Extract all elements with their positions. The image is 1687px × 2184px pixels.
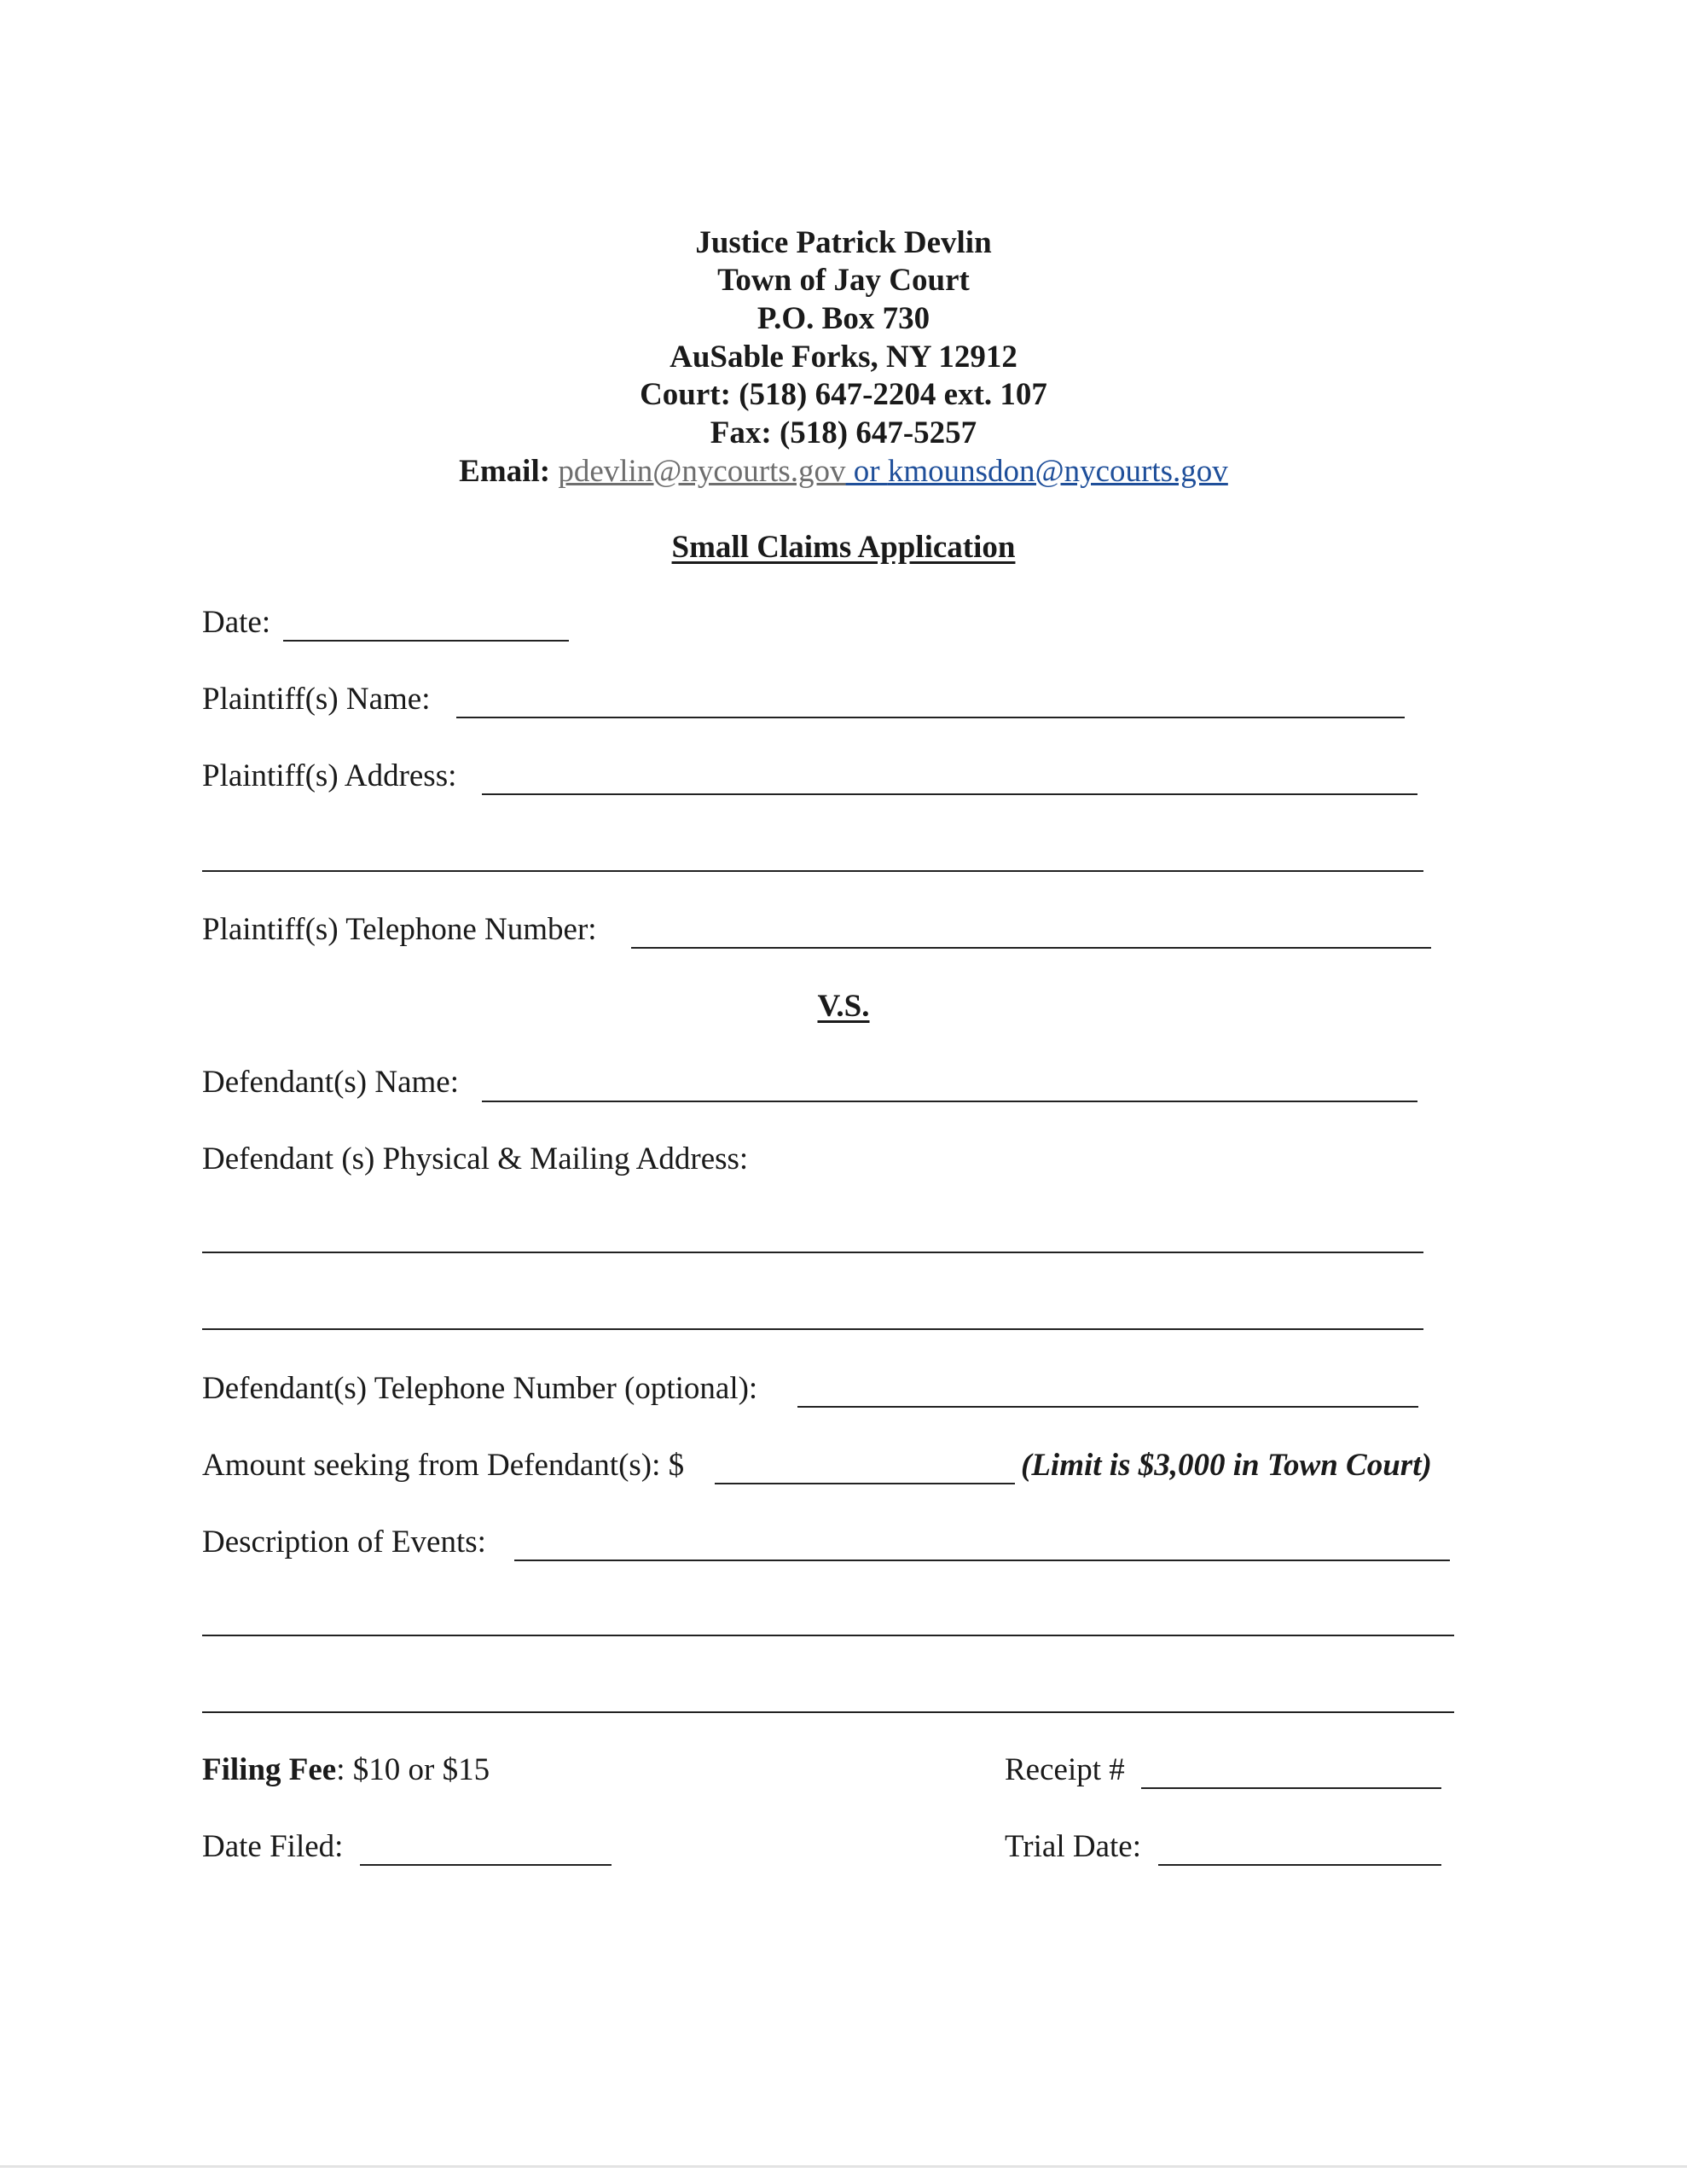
defendant-address-label: Defendant (s) Physical & Mailing Address: — [202, 1141, 749, 1176]
defendant-name-field[interactable] — [482, 1101, 1417, 1102]
description-field[interactable] — [514, 1560, 1450, 1561]
filing-fee — [202, 1751, 490, 1789]
description-label: Description of Events: — [202, 1525, 486, 1560]
form-title: Small Claims Application — [671, 530, 1016, 565]
amount-label: Amount seeking from Defendant(s): $ — [202, 1448, 685, 1483]
court-justice-name: Justice Patrick Devlin — [695, 225, 992, 260]
plaintiff-address-field-line-2[interactable] — [202, 870, 1423, 872]
plaintiff-address-field[interactable] — [482, 793, 1417, 795]
versus-heading: V.S. — [817, 989, 870, 1024]
description-field-line-3[interactable] — [202, 1711, 1454, 1713]
court-fax: Fax: (518) 647-5257 — [710, 415, 977, 450]
defendant-phone-field[interactable] — [797, 1406, 1418, 1408]
amount-field[interactable] — [715, 1483, 1015, 1484]
description-field-line-2[interactable] — [202, 1635, 1454, 1636]
email-link-pdevlin[interactable]: pdevlin@nycourts.gov — [558, 454, 846, 489]
defendant-address-field-line-1[interactable] — [202, 1252, 1423, 1253]
defendant-address-field-line-2[interactable] — [202, 1328, 1423, 1330]
email-link-kmounsdon[interactable]: kmounsdon@nycourts.gov — [887, 454, 1228, 489]
court-email-line — [0, 453, 1687, 491]
plaintiff-address-label: Plaintiff(s) Address: — [202, 758, 457, 793]
filing-fee-label: Filing Fee — [202, 1752, 337, 1787]
plaintiff-phone-field[interactable] — [631, 947, 1431, 949]
court-city-state: AuSable Forks, NY 12912 — [670, 340, 1017, 375]
date-label: Date: — [202, 605, 271, 640]
trial-date-label: Trial Date: — [1005, 1829, 1141, 1864]
defendant-phone-label: Defendant(s) Telephone Number (optional): — [202, 1371, 758, 1406]
scan-edge-divider — [0, 2165, 1687, 2168]
date-filed-label: Date Filed: — [202, 1829, 344, 1864]
amount-limit-note: (Limit is $3,000 in Town Court) — [1021, 1448, 1432, 1483]
email-joiner: or — [845, 454, 888, 489]
date-filed-field[interactable] — [360, 1864, 612, 1866]
court-po-box: P.O. Box 730 — [757, 301, 930, 336]
trial-date-field[interactable] — [1158, 1864, 1441, 1866]
plaintiff-name-label: Plaintiff(s) Name: — [202, 682, 431, 717]
email-label: Email: — [459, 454, 551, 489]
court-name: Town of Jay Court — [717, 263, 970, 298]
court-phone: Court: (518) 647-2204 ext. 107 — [640, 377, 1047, 412]
defendant-name-label: Defendant(s) Name: — [202, 1065, 460, 1100]
plaintiff-name-field[interactable] — [456, 717, 1405, 718]
receipt-label: Receipt # — [1005, 1752, 1125, 1787]
filing-fee-value: : $10 or $15 — [336, 1752, 490, 1787]
receipt-field[interactable] — [1141, 1787, 1441, 1789]
plaintiff-phone-label: Plaintiff(s) Telephone Number: — [202, 912, 597, 947]
date-field[interactable] — [283, 640, 569, 642]
